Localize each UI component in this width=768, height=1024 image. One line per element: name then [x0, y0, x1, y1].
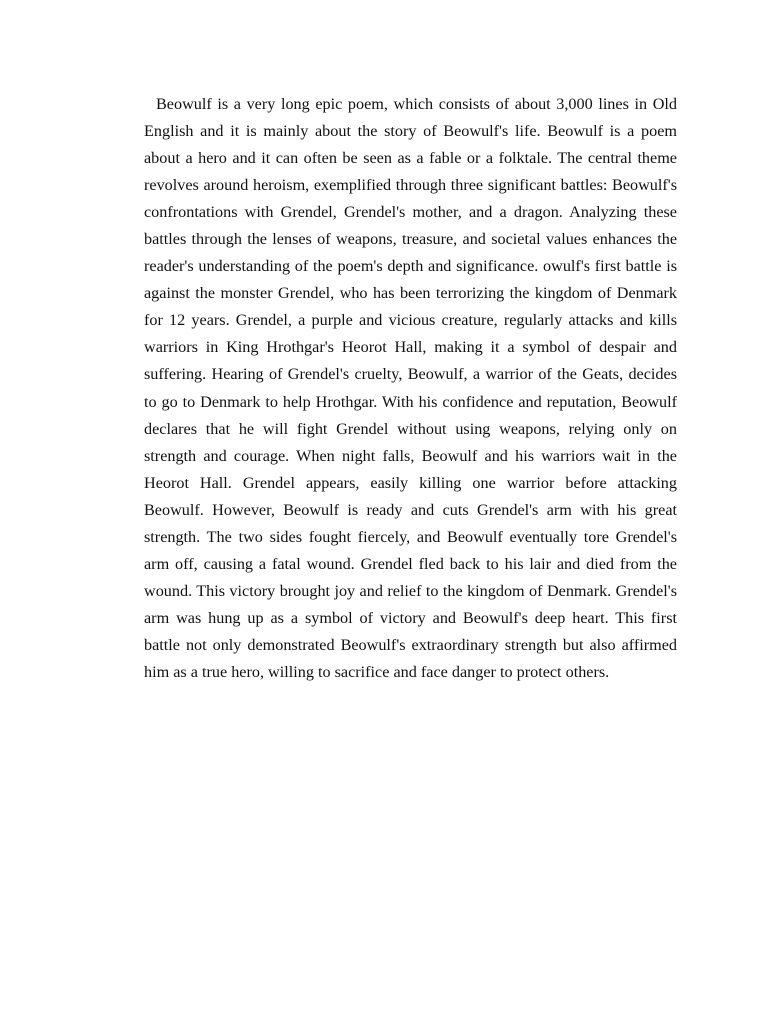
body-paragraph: Beowulf is a very long epic poem, which consists of about 3,000 lines in Old English and it is mainly about the story of Beowulf's life. Beowulf is a poem about a hero and it can often be seen as a fable or a folktale. The central theme revolves around heroism, exemplified through three significant battles: Beowulf's confrontations with Grendel, Grendel's mother, and a dragon. Analyzing these battles through the lenses of weapons, treasure, and societal values enhances the reader's understanding of the poem's depth and significance. owulf's first battle is against the monster Grendel, who has been terrorizing the kingdom of Denmark for 12 years. Grendel, a purple and vicious creature, regularly attacks and kills warriors in King Hrothgar's Heorot Hall, making it a symbol of despair and suffering. Hearing of Grendel's cruelty, Beowulf, a warrior of the Geats, decides to go to Denmark to help Hrothgar. With his confidence and reputation, Beowulf declares that he will fight Grendel without using weapons, relying only on strength and courage. When night falls, Beowulf and his warriors wait in the Heorot Hall. Grendel appears, easily killing one warrior before attacking Beowulf. However, Beowulf is ready and cuts Grendel's arm with his great strength. The two sides fought fiercely, and Beowulf eventually tore Grendel's arm off, causing a fatal wound. Grendel fled back to his lair and died from the wound. This victory brought joy and relief to the kingdom of Denmark. Grendel's arm was hung up as a symbol of victory and Beowulf's deep heart. This first battle not only demonstrated Beowulf's extraordinary strength but also affirmed him as a true hero, willing to sacrifice and face danger to protect others.	[144, 95, 677, 681]
